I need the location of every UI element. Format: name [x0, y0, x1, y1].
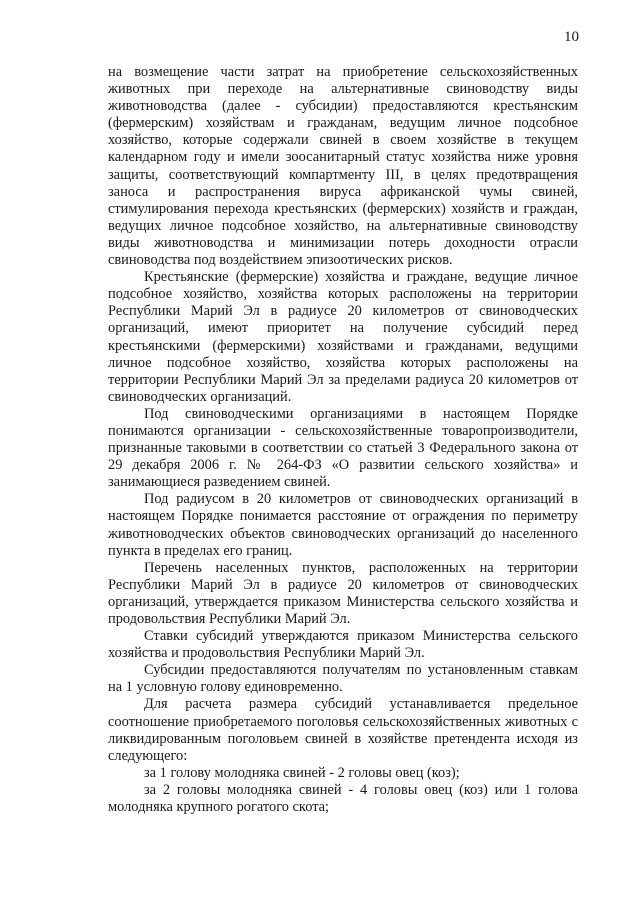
- paragraph-radius-definition: Под радиусом в 20 километров от свиноводческих организаций в настоящем Порядке понимается расстояние от ограждения по периметру животноводческих объектов свиноводческих организаций до населенного пункта в пределах его границ.: [108, 491, 578, 559]
- paragraph-subsidy-payment: Субсидии предоставляются получателям по установленным ставкам на 1 условную голову единовременно.: [108, 662, 578, 696]
- list-item-ratio-sheep: за 1 голову молодняка свиней - 2 головы овец (коз);: [144, 764, 460, 781]
- list-item-ratio-cattle: за 2 головы молодняка свиней - 4 головы овец (коз) или 1 голова молодняка крупного рогатого скота;: [108, 781, 578, 816]
- paragraph-subsidy-purpose: на возмещение части затрат на приобретение сельскохозяйственных животных при переходе на альтернативные свиноводству виды животноводства (далее - субсидии) предоставляются крестьянским (фермерским) хозяйствам и гражданам, ведущим личное подсобное хозяйство, которые содержали свиней в своем хозяйстве в текущем календарном году и имели зоосанитарный статус хозяйства ниже уровня защиты, соответствующий компартменту III, в целях предотвращения заноса и распространения вируса африканской чумы свиней, стимулирования перехода крестьянских (фермерских) хозяйств и граждан, ведущих личное подсобное хозяйство, на альтернативные свиноводству виды животноводства и минимизации потерь доходности отрасли свиноводства под воздействием эпизоотических рисков.: [108, 64, 578, 269]
- paragraph-subsidy-rates: Ставки субсидий утверждаются приказом Министерства сельского хозяйства и продовольствия Республики Марий Эл.: [108, 628, 578, 662]
- paragraph-priority: Крестьянские (фермерские) хозяйства и граждане, ведущие личное подсобное хозяйство, хозяйства которых расположены на территории Республики Марий Эл в радиусе 20 километров от свиноводческих организаций, имеют приоритет на получение субсидий перед крестьянскими (фермерскими) хозяйствами и гражданами, ведущими личное подсобное хозяйство, хозяйства которых расположены на территории Республики Марий Эл за пределами радиуса 20 километров от свиноводческих организаций.: [108, 269, 578, 405]
- page-number: 10: [564, 29, 579, 45]
- paragraph-pig-organizations-definition: Под свиноводческими организациями в настоящем Порядке понимаются организации - сельскохозяйственные товаропроизводители, признанные таковыми в соответствии со статьей 3 Федерального закона от 29 декабря 2006 г. № 264-ФЗ «О развитии сельского хозяйства» и занимающиеся разведением свиней.: [108, 405, 578, 491]
- paragraph-settlements-list: Перечень населенных пунктов, расположенных на территории Республики Марий Эл в радиусе 20 километров от свиноводческих организаций, утверждается приказом Министерства сельского хозяйства и продовольствия Республики Марий Эл.: [108, 559, 578, 627]
- document-body: [108, 64, 578, 816]
- paragraph-calculation-ratio: Для расчета размера субсидий устанавливается предельное соотношение приобретаемого поголовья сельскохозяйственных животных с ликвидированным поголовьем свиней в хозяйстве претендента исходя из следующего:: [108, 696, 578, 764]
